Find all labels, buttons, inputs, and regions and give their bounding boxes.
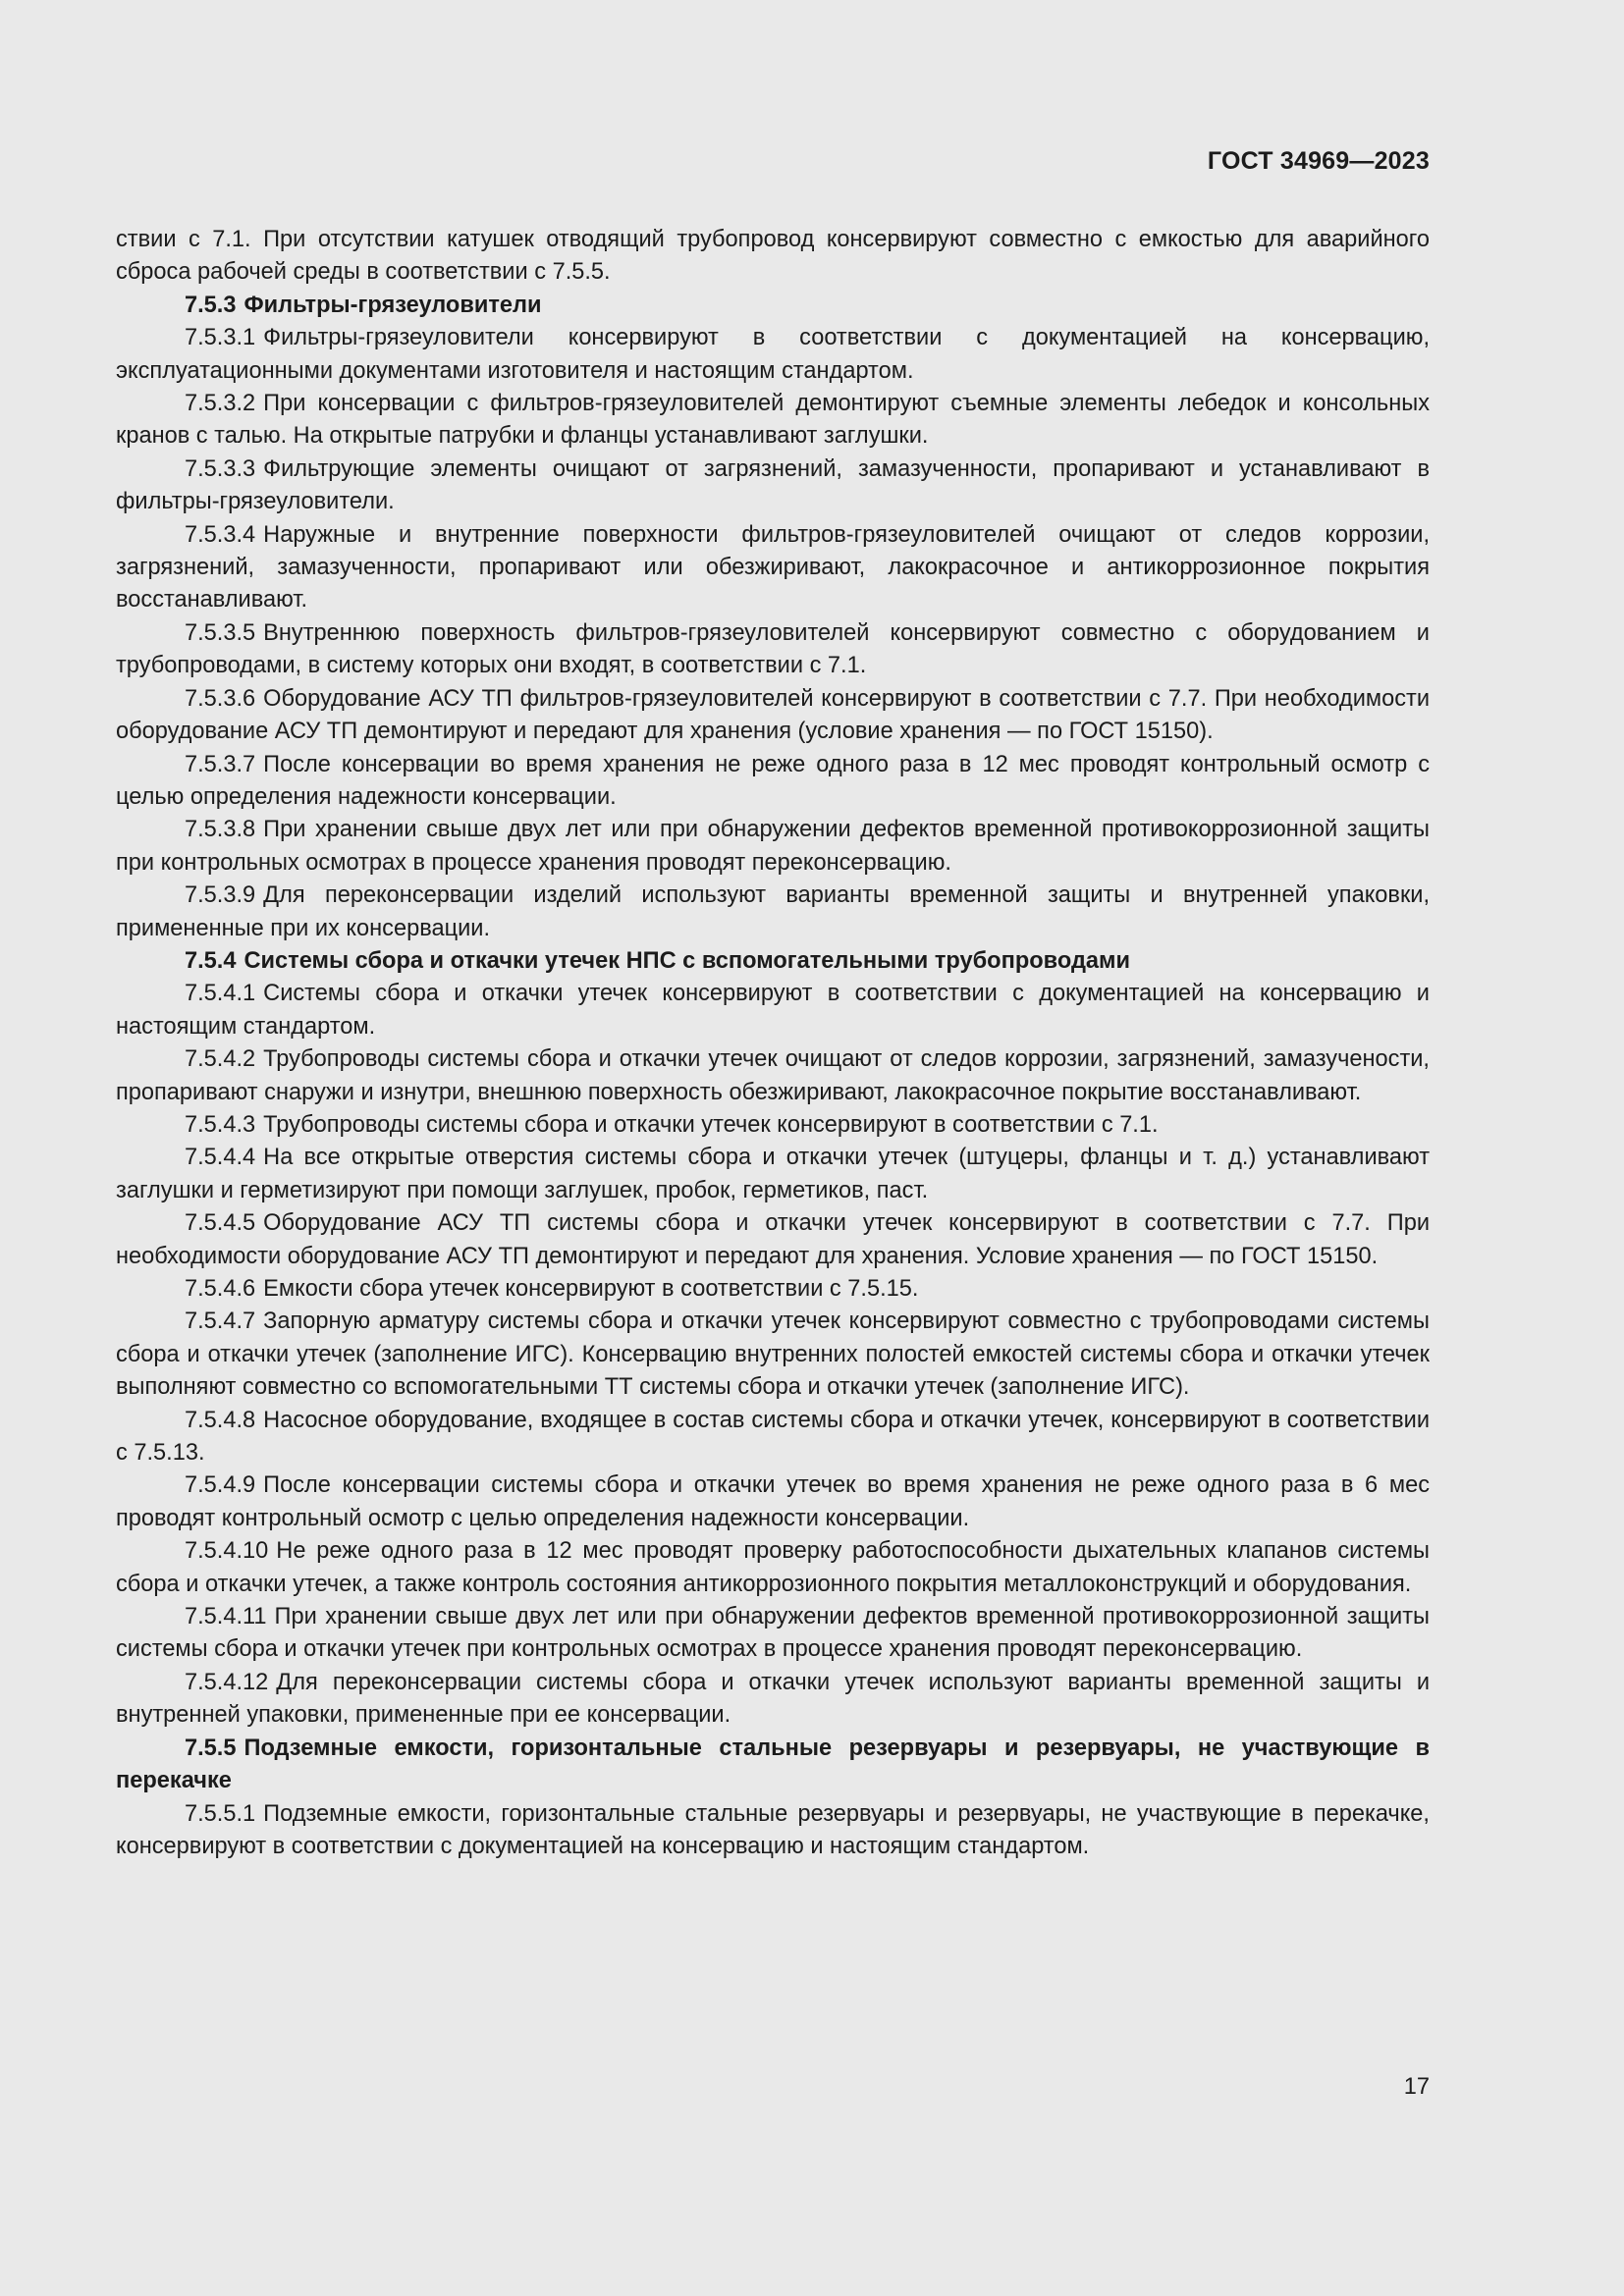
section-heading-7-5-4 [116, 945, 1430, 978]
paragraph-7-5-3-4 [116, 519, 1430, 617]
clause-text: Оборудование АСУ ТП системы сбора и откачки утечек консервируют в соответствии с 7.7. При необходимости оборудование АСУ ТП демонтируют и передают для хранения. Условие хранения — по ГОСТ 15150. [116, 1210, 1430, 1269]
clause-text: При хранении свыше двух лет или при обнаружении дефектов временной противокоррозионной защиты при контрольных осмотрах в процессе хранения проводят переконсервацию. [116, 817, 1430, 876]
paragraph-7-5-4-6 [116, 1273, 1430, 1306]
clause-number: 7.5.4.5 [185, 1210, 256, 1237]
paragraph-7-5-3-7 [116, 749, 1430, 815]
paragraph-7-5-3-8 [116, 814, 1430, 880]
clause-number: 7.5.3.8 [185, 817, 256, 843]
clause-text: Оборудование АСУ ТП фильтров-грязеуловителей консервируют в соответствии с 7.7. При необходимости оборудование АСУ ТП демонтируют и передают для хранения (условие хранения — по ГОСТ 15150). [116, 685, 1430, 745]
paragraph-7-5-4-4 [116, 1142, 1430, 1207]
paragraph-7-5-4-7 [116, 1306, 1430, 1404]
clause-number: 7.5.4.12 [185, 1669, 269, 1695]
clause-text: Внутреннюю поверхность фильтров-грязеуловителей консервируют совместно с оборудованием и трубопроводами, в систему которых они входят, в соответствии с 7.1. [116, 619, 1430, 679]
paragraph-7-5-4-10 [116, 1535, 1430, 1601]
clause-text: При хранении свыше двух лет или при обнаружении дефектов временной противокоррозионной защиты системы сбора и откачки утечек при контрольных осмотрах в процессе хранения проводят переконсервацию. [116, 1604, 1430, 1663]
clause-number: 7.5.4.4 [185, 1145, 256, 1171]
clause-text: На все открытые отверстия системы сбора и откачки утечек (штуцеры, фланцы и т. д.) устанавливают заглушки и герметизируют при помощи заглушек, пробок, герметиков, паст. [116, 1145, 1430, 1203]
paragraph-7-5-4-8 [116, 1405, 1430, 1470]
clause-number: 7.5.4.9 [185, 1472, 256, 1499]
clause-text: Для переконсервации системы сбора и откачки утечек используют варианты временной защиты и внутренней упаковки, примененные при ее консервации. [116, 1669, 1430, 1729]
paragraph-7-5-5-1 [116, 1798, 1430, 1864]
clause-number: 7.5.3.2 [185, 391, 256, 417]
clause-number: 7.5.5.1 [185, 1800, 256, 1827]
paragraph-continuation: ствии с 7.1. При отсутствии катушек отводящий трубопровод консервируют совместно с емкостью для аварийного сброса рабочей среды в соответствии с 7.5.5. [116, 227, 1430, 286]
paragraph-7-5-4-2 [116, 1043, 1430, 1109]
clause-text: Наружные и внутренние поверхности фильтров-грязеуловителей очищают от следов коррозии, загрязнений, замазученности, пропаривают или обезжиривают, лакокрасочное и антикоррозионное покрытия восстанавливают. [116, 521, 1430, 614]
clause-text: После консервации во время хранения не реже одного раза в 12 мес проводят контрольный осмотр с целью определения надежности консервации. [116, 751, 1430, 810]
clause-number: 7.5.3.1 [185, 325, 256, 351]
clause-number: 7.5.4.8 [185, 1407, 256, 1433]
clause-number: 7.5.4.2 [185, 1046, 256, 1073]
paragraph-7-5-3-5 [116, 617, 1430, 683]
clause-number: 7.5.4.11 [185, 1604, 267, 1630]
clause-text: Трубопроводы системы сбора и откачки утечек очищают от следов коррозии, загрязнений, замазучености, пропаривают снаружи и изнутри, внешнюю поверхность обезжиривают, лакокрасочное покрытие восстанавливают. [116, 1046, 1430, 1105]
clause-text: Системы сбора и откачки утечек консервируют в соответствии с документацией на консервацию и настоящим стандартом. [116, 981, 1430, 1040]
clause-number: 7.5.4.3 [185, 1111, 256, 1138]
paragraph-7-5-3-9 [116, 880, 1430, 945]
clause-number: 7.5.3.5 [185, 619, 256, 646]
clause-text: Запорную арматуру системы сбора и откачки утечек консервируют совместно с трубопроводами системы сбора и откачки утечек (заполнение ИГС). Консервацию внутренних полостей емкостей системы сбора и откачки утечек выполняют совместно со вспомогательными ТТ системы сбора и откачки утечек (заполнение ИГС). [116, 1308, 1430, 1401]
document-code-header: ГОСТ 34969—2023 [1207, 147, 1430, 175]
section-heading-7-5-3 [116, 290, 1430, 322]
clause-number: 7.5.3.7 [185, 751, 256, 777]
section-heading-7-5-5 [116, 1733, 1430, 1798]
section-title: Системы сбора и откачки утечек НПС с вспомогательными трубопроводами [244, 947, 1131, 974]
paragraph-7-5-4-1 [116, 978, 1430, 1043]
paragraph-7-5-3-3 [116, 454, 1430, 519]
clause-number: 7.5.4.7 [185, 1308, 256, 1335]
section-number: 7.5.4 [185, 947, 237, 974]
clause-text: После консервации системы сбора и откачки утечек во время хранения не реже одного раза в 6 мес проводят контрольный осмотр с целью определения надежности консервации. [116, 1472, 1430, 1531]
section-number: 7.5.5 [185, 1735, 237, 1761]
paragraph-7-5-3-2 [116, 388, 1430, 454]
document-body [116, 224, 1430, 1863]
paragraph-7-5-3-1 [116, 322, 1430, 388]
clause-text: Фильтры-грязеуловители консервируют в соответствии с документацией на консервацию, эксплуатационными документами изготовителя и настоящим стандартом. [116, 325, 1430, 384]
section-title: Подземные емкости, горизонтальные стальные резервуары и резервуары, не участвующие в перекачке [116, 1735, 1430, 1794]
paragraph-7-5-4-5 [116, 1207, 1430, 1273]
clause-number: 7.5.4.1 [185, 981, 256, 1007]
clause-text: Емкости сбора утечек консервируют в соответствии с 7.5.15. [263, 1276, 919, 1302]
clause-text: Не реже одного раза в 12 мес проводят проверку работоспособности дыхательных клапанов системы сбора и откачки утечек, а также контроль состояния антикоррозионного покрытия металлоконструкций и оборудования. [116, 1538, 1430, 1597]
page-number: 17 [1403, 2074, 1430, 2100]
paragraph-7-5-3-6 [116, 683, 1430, 749]
clause-text: Трубопроводы системы сбора и откачки утечек консервируют в соответствии с 7.1. [263, 1111, 1159, 1138]
paragraph-7-5-4-11 [116, 1601, 1430, 1667]
clause-text: Насосное оборудование, входящее в состав системы сбора и откачки утечек, консервируют в соответствии с 7.5.13. [116, 1407, 1430, 1467]
clause-text: Подземные емкости, горизонтальные стальные резервуары и резервуары, не участвующие в перекачке, консервируют в соответствии с документацией на консервацию и настоящим стандартом. [116, 1800, 1430, 1859]
paragraph-7-5-4-3 [116, 1109, 1430, 1142]
section-number: 7.5.3 [185, 292, 237, 318]
clause-number: 7.5.3.9 [185, 882, 256, 909]
clause-number: 7.5.4.10 [185, 1538, 269, 1565]
clause-number: 7.5.3.4 [185, 521, 256, 548]
clause-number: 7.5.3.6 [185, 685, 256, 712]
clause-number: 7.5.3.3 [185, 455, 256, 482]
clause-text: Фильтрующие элементы очищают от загрязнений, замазученности, пропаривают и устанавливают в фильтры-грязеуловители. [116, 455, 1430, 515]
paragraph-7-5-4-9 [116, 1469, 1430, 1535]
clause-number: 7.5.4.6 [185, 1276, 256, 1302]
paragraph-7-5-4-12 [116, 1667, 1430, 1733]
clause-text: При консервации с фильтров-грязеуловителей демонтируют съемные элементы лебедок и консольных кранов с талью. На открытые патрубки и фланцы устанавливают заглушки. [116, 391, 1430, 450]
section-title: Фильтры-грязеуловители [244, 292, 542, 318]
clause-text: Для переконсервации изделий используют варианты временной защиты и внутренней упаковки, примененные при их консервации. [116, 882, 1430, 941]
